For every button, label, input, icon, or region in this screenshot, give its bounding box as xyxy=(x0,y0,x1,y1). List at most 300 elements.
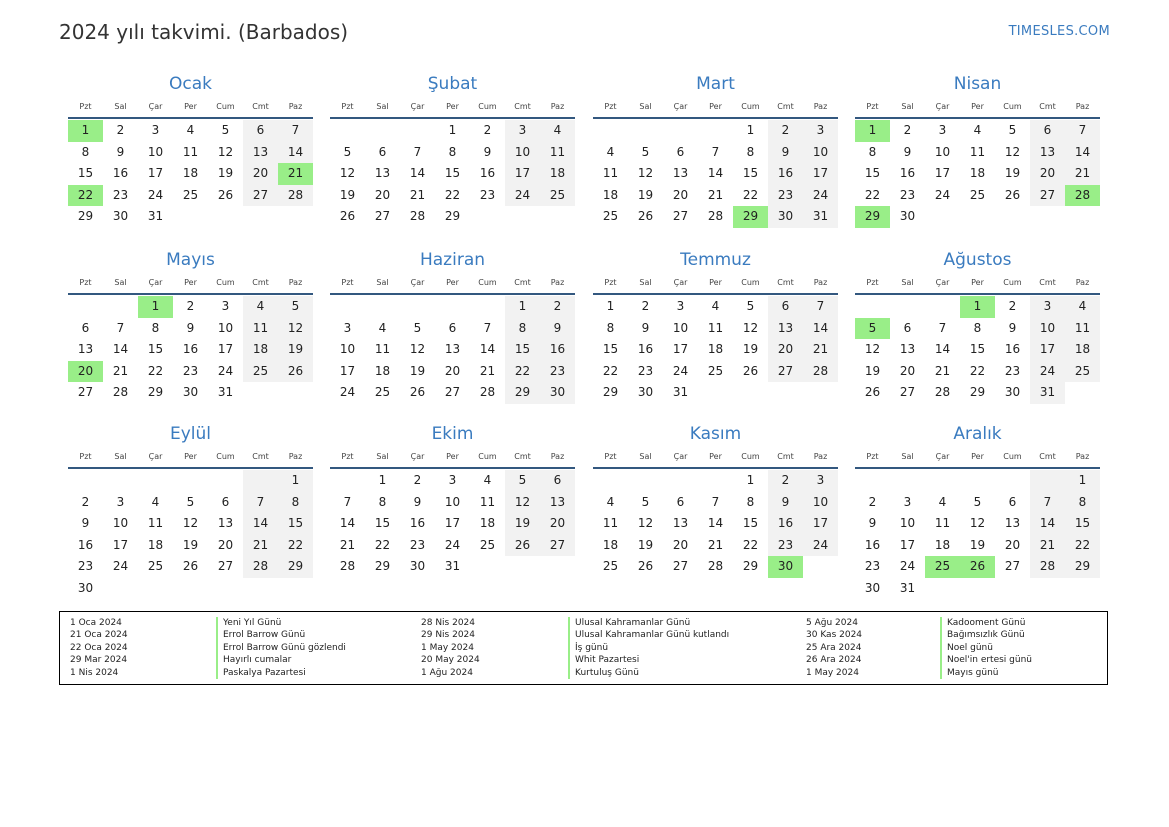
month-calendar xyxy=(855,73,1100,228)
day-cell: 9 xyxy=(868,516,877,531)
day-cell: 26 xyxy=(742,363,759,378)
day-cell: 25 xyxy=(540,185,575,207)
day-cell: 18 xyxy=(479,516,496,531)
day-cell: 6 xyxy=(903,320,912,335)
holiday-day-cell: 1 xyxy=(138,296,173,318)
weekday-label: Per xyxy=(184,102,197,111)
day-cell: 20 xyxy=(243,163,278,185)
month-name: Mayıs xyxy=(166,250,215,270)
day-cell: 20 xyxy=(768,339,803,361)
day-cell: 14 xyxy=(707,166,724,181)
day-cell: 15 xyxy=(742,166,759,181)
day-cell: 25 xyxy=(182,187,199,202)
legend-date: 1 Ağu 2024 xyxy=(421,667,473,678)
weekday-header xyxy=(68,99,313,115)
day-cell: 10 xyxy=(339,342,356,357)
day-cell: 15 xyxy=(147,342,164,357)
month-name: Kasım xyxy=(689,424,742,444)
weekday-label: Sal xyxy=(114,278,127,287)
day-cell: 21 xyxy=(934,363,951,378)
day-cell: 1 xyxy=(505,296,540,318)
day-cell: 30 xyxy=(637,385,654,400)
weekday-label: Paz xyxy=(550,278,565,287)
month-name: Haziran xyxy=(419,250,486,270)
day-cell: 14 xyxy=(278,142,313,164)
weekday-label: Paz xyxy=(550,452,565,461)
day-cell: 4 xyxy=(606,494,615,509)
day-cell: 24 xyxy=(217,363,234,378)
day-cell: 25 xyxy=(969,187,986,202)
holiday-day-cell: 1 xyxy=(855,120,890,142)
day-cell: 4 xyxy=(973,123,982,137)
day-cell: 19 xyxy=(1004,166,1021,181)
empty-day-cell xyxy=(960,470,995,492)
day-cell: 3 xyxy=(343,320,352,335)
day-grid xyxy=(593,120,838,228)
day-cell: 16 xyxy=(637,342,654,357)
weekday-label: Cum xyxy=(1003,102,1022,111)
month-calendar xyxy=(68,73,313,228)
day-cell: 3 xyxy=(116,494,125,509)
day-cell: 2 xyxy=(186,299,195,313)
empty-day-cell xyxy=(698,120,733,142)
day-cell: 5 xyxy=(343,144,352,159)
weekday-header xyxy=(855,449,1100,465)
empty-day-cell xyxy=(365,120,400,142)
day-cell: 28 xyxy=(339,559,356,574)
day-cell: 25 xyxy=(602,209,619,224)
day-cell: 5 xyxy=(278,296,313,318)
legend-dates-3 xyxy=(806,617,940,684)
day-cell: 15 xyxy=(505,339,540,361)
weekday-label: Cum xyxy=(216,452,235,461)
weekday-label: Çar xyxy=(673,278,688,287)
day-cell: 13 xyxy=(243,142,278,164)
month-name: Ocak xyxy=(169,74,212,94)
weekday-label: Paz xyxy=(813,102,828,111)
day-cell: 8 xyxy=(973,320,982,335)
weekday-header xyxy=(330,449,575,465)
day-cell: 3 xyxy=(221,299,230,313)
weekday-label: Per xyxy=(971,102,984,111)
day-cell: 4 xyxy=(378,320,387,335)
day-cell: 18 xyxy=(1065,339,1100,361)
day-cell: 10 xyxy=(803,142,838,164)
empty-day-cell xyxy=(890,296,925,318)
day-cell: 13 xyxy=(1030,142,1065,164)
weekday-label: Cum xyxy=(1003,278,1022,287)
empty-day-cell xyxy=(890,470,925,492)
weekday-label: Per xyxy=(446,278,459,287)
day-cell: 15 xyxy=(374,516,391,531)
weekday-label: Cmt xyxy=(514,452,531,461)
weekday-header xyxy=(855,99,1100,115)
weekday-label: Pzt xyxy=(79,278,92,287)
day-cell: 20 xyxy=(444,363,461,378)
day-cell: 22 xyxy=(147,363,164,378)
weekday-label: Çar xyxy=(673,102,688,111)
empty-day-cell xyxy=(138,470,173,492)
weekday-label: Per xyxy=(709,102,722,111)
legend-date: 22 Oca 2024 xyxy=(70,642,128,653)
weekday-label: Per xyxy=(446,452,459,461)
day-cell: 27 xyxy=(243,185,278,207)
holiday-day-cell: 26 xyxy=(960,556,995,578)
day-cell: 6 xyxy=(1008,494,1017,509)
weekday-label: Per xyxy=(971,452,984,461)
header-divider xyxy=(593,117,838,119)
day-cell: 29 xyxy=(374,559,391,574)
day-cell: 6 xyxy=(1030,120,1065,142)
day-cell: 25 xyxy=(707,363,724,378)
day-cell: 9 xyxy=(483,144,492,159)
day-cell: 10 xyxy=(147,144,164,159)
day-cell: 8 xyxy=(151,320,160,335)
weekday-label: Çar xyxy=(935,452,950,461)
day-cell: 2 xyxy=(81,494,90,509)
legend-holiday-name: Noel günü xyxy=(940,642,1115,654)
empty-day-cell xyxy=(435,296,470,318)
day-cell: 26 xyxy=(1004,187,1021,202)
day-cell: 7 xyxy=(938,320,947,335)
weekday-label: Cmt xyxy=(514,278,531,287)
day-cell: 31 xyxy=(147,209,164,224)
day-cell: 29 xyxy=(1065,556,1100,578)
day-cell: 15 xyxy=(969,342,986,357)
day-cell: 10 xyxy=(444,494,461,509)
day-cell: 5 xyxy=(973,494,982,509)
day-grid xyxy=(330,296,575,404)
day-cell: 13 xyxy=(444,342,461,357)
day-cell: 10 xyxy=(934,144,951,159)
weekday-label: Çar xyxy=(148,102,163,111)
day-cell: 24 xyxy=(672,363,689,378)
empty-day-cell xyxy=(103,470,138,492)
day-cell: 17 xyxy=(803,513,838,535)
day-cell: 10 xyxy=(1030,318,1065,340)
day-cell: 21 xyxy=(243,535,278,557)
day-cell: 13 xyxy=(672,166,689,181)
day-cell: 28 xyxy=(803,361,838,383)
day-grid xyxy=(330,470,575,578)
weekday-header xyxy=(330,275,575,291)
day-cell: 19 xyxy=(637,187,654,202)
day-cell: 1 xyxy=(448,123,457,137)
day-cell: 21 xyxy=(1030,535,1065,557)
day-cell: 22 xyxy=(505,361,540,383)
weekday-label: Paz xyxy=(813,278,828,287)
day-cell: 12 xyxy=(182,516,199,531)
month-calendar xyxy=(855,423,1100,600)
day-cell: 7 xyxy=(483,320,492,335)
legend-holiday-name: Kurtuluş Günü xyxy=(568,667,806,679)
holiday-day-cell: 20 xyxy=(68,361,103,383)
month-name: Mart xyxy=(696,74,735,94)
legend-date: 1 May 2024 xyxy=(421,642,474,653)
day-cell: 1 xyxy=(746,123,755,137)
day-cell: 1 xyxy=(1065,470,1100,492)
day-cell: 28 xyxy=(112,385,129,400)
day-cell: 23 xyxy=(409,537,426,552)
day-cell: 17 xyxy=(217,342,234,357)
day-cell: 26 xyxy=(217,187,234,202)
day-cell: 2 xyxy=(116,123,125,137)
day-cell: 13 xyxy=(540,492,575,514)
day-cell: 11 xyxy=(1065,318,1100,340)
day-cell: 10 xyxy=(505,142,540,164)
weekday-label: Cum xyxy=(741,278,760,287)
legend-holiday-name: Errol Barrow Günü gözlendi xyxy=(216,642,421,654)
day-cell: 29 xyxy=(278,556,313,578)
day-cell: 9 xyxy=(413,494,422,509)
day-cell: 8 xyxy=(746,144,755,159)
day-cell: 24 xyxy=(934,187,951,202)
weekday-label: Sal xyxy=(114,102,127,111)
weekday-label: Çar xyxy=(935,278,950,287)
legend-dates-1 xyxy=(70,617,216,684)
day-cell: 20 xyxy=(899,363,916,378)
day-cell: 1 xyxy=(278,470,313,492)
weekday-header xyxy=(330,99,575,115)
weekday-label: Paz xyxy=(1075,278,1090,287)
month-calendar xyxy=(68,249,313,404)
day-cell: 27 xyxy=(899,385,916,400)
day-cell: 11 xyxy=(707,320,724,335)
day-cell: 13 xyxy=(672,516,689,531)
weekday-label: Pzt xyxy=(341,452,354,461)
day-cell: 2 xyxy=(868,494,877,509)
header-divider xyxy=(855,117,1100,119)
weekday-label: Sal xyxy=(114,452,127,461)
weekday-label: Cum xyxy=(478,102,497,111)
weekday-label: Per xyxy=(709,452,722,461)
day-cell: 19 xyxy=(742,342,759,357)
day-cell: 31 xyxy=(803,206,838,228)
legend-dates-2 xyxy=(421,617,568,684)
day-cell: 21 xyxy=(1065,163,1100,185)
day-cell: 5 xyxy=(413,320,422,335)
day-cell: 14 xyxy=(1030,513,1065,535)
day-cell: 29 xyxy=(602,385,619,400)
empty-day-cell xyxy=(628,120,663,142)
day-cell: 5 xyxy=(641,494,650,509)
day-cell: 9 xyxy=(768,492,803,514)
holiday-legend xyxy=(59,611,1108,685)
day-cell: 17 xyxy=(1030,339,1065,361)
day-cell: 19 xyxy=(637,537,654,552)
day-cell: 4 xyxy=(243,296,278,318)
legend-names-2 xyxy=(568,617,806,684)
legend-date: 25 Ara 2024 xyxy=(806,642,862,653)
legend-holiday-name: Paskalya Pazartesi xyxy=(216,667,421,679)
day-cell: 21 xyxy=(479,363,496,378)
day-cell: 6 xyxy=(540,470,575,492)
day-cell: 10 xyxy=(672,320,689,335)
day-cell: 30 xyxy=(112,209,129,224)
day-cell: 20 xyxy=(1004,537,1021,552)
day-cell: 5 xyxy=(505,470,540,492)
day-cell: 24 xyxy=(339,385,356,400)
empty-day-cell xyxy=(995,470,1030,492)
legend-names-3 xyxy=(940,617,1115,684)
weekday-label: Sal xyxy=(376,452,389,461)
weekday-label: Per xyxy=(709,278,722,287)
day-cell: 30 xyxy=(409,559,426,574)
day-cell: 21 xyxy=(707,187,724,202)
day-cell: 6 xyxy=(768,296,803,318)
month-calendar xyxy=(593,423,838,578)
legend-date: 20 May 2024 xyxy=(421,655,480,666)
legend-date: 1 Nis 2024 xyxy=(70,667,119,678)
day-cell: 6 xyxy=(378,144,387,159)
day-cell: 9 xyxy=(641,320,650,335)
day-cell: 17 xyxy=(934,166,951,181)
day-cell: 11 xyxy=(479,494,496,509)
day-cell: 28 xyxy=(278,185,313,207)
holiday-day-cell: 25 xyxy=(925,556,960,578)
day-cell: 2 xyxy=(768,120,803,142)
weekday-label: Pzt xyxy=(604,452,617,461)
weekday-header xyxy=(68,275,313,291)
month-calendar xyxy=(330,249,575,404)
day-cell: 13 xyxy=(1004,516,1021,531)
day-cell: 11 xyxy=(374,342,391,357)
empty-day-cell xyxy=(698,470,733,492)
empty-day-cell xyxy=(208,470,243,492)
legend-holiday-name: Noel'in ertesi günü xyxy=(940,654,1115,666)
day-cell: 12 xyxy=(742,320,759,335)
weekday-label: Cmt xyxy=(252,278,269,287)
day-cell: 10 xyxy=(217,320,234,335)
day-cell: 17 xyxy=(444,516,461,531)
day-cell: 27 xyxy=(1004,559,1021,574)
day-cell: 18 xyxy=(243,339,278,361)
holiday-day-cell: 22 xyxy=(68,185,103,207)
weekday-label: Paz xyxy=(1075,102,1090,111)
holiday-day-cell: 28 xyxy=(1065,185,1100,207)
header-divider xyxy=(330,293,575,295)
day-cell: 5 xyxy=(1008,123,1017,137)
day-cell: 18 xyxy=(969,166,986,181)
day-cell: 12 xyxy=(1004,144,1021,159)
day-cell: 29 xyxy=(147,385,164,400)
weekday-label: Cum xyxy=(1003,452,1022,461)
day-cell: 6 xyxy=(676,144,685,159)
day-cell: 23 xyxy=(1004,363,1021,378)
legend-holiday-name: Ulusal Kahramanlar Günü kutlandı xyxy=(568,629,806,641)
day-cell: 19 xyxy=(505,513,540,535)
day-cell: 15 xyxy=(1065,513,1100,535)
day-cell: 30 xyxy=(182,385,199,400)
day-cell: 24 xyxy=(112,559,129,574)
site-link[interactable]: TIMESLES.COM xyxy=(1008,24,1110,39)
day-cell: 8 xyxy=(868,144,877,159)
day-cell: 25 xyxy=(1065,361,1100,383)
weekday-label: Cum xyxy=(741,452,760,461)
day-cell: 31 xyxy=(672,385,689,400)
day-cell: 15 xyxy=(444,166,461,181)
weekday-label: Cum xyxy=(216,278,235,287)
day-cell: 29 xyxy=(77,209,94,224)
weekday-label: Sal xyxy=(901,278,914,287)
day-cell: 27 xyxy=(768,361,803,383)
day-cell: 18 xyxy=(182,166,199,181)
day-cell: 13 xyxy=(77,342,94,357)
legend-holiday-name: Hayırlı cumalar xyxy=(216,654,421,666)
weekday-label: Çar xyxy=(410,102,425,111)
day-cell: 13 xyxy=(899,342,916,357)
day-cell: 22 xyxy=(742,187,759,202)
empty-day-cell xyxy=(593,120,628,142)
day-cell: 5 xyxy=(746,299,755,313)
day-cell: 4 xyxy=(540,120,575,142)
weekday-label: Sal xyxy=(639,278,652,287)
day-cell: 6 xyxy=(221,494,230,509)
day-cell: 1 xyxy=(378,473,387,487)
header-divider xyxy=(330,117,575,119)
day-cell: 3 xyxy=(903,494,912,509)
day-cell: 7 xyxy=(1030,492,1065,514)
day-grid xyxy=(593,296,838,404)
day-cell: 30 xyxy=(540,382,575,404)
day-cell: 24 xyxy=(803,185,838,207)
day-cell: 22 xyxy=(1065,535,1100,557)
day-cell: 11 xyxy=(182,144,199,159)
day-cell: 30 xyxy=(1004,385,1021,400)
day-cell: 25 xyxy=(479,537,496,552)
holiday-day-cell: 21 xyxy=(278,163,313,185)
weekday-label: Cmt xyxy=(252,102,269,111)
day-cell: 14 xyxy=(707,516,724,531)
legend-holiday-name: Ulusal Kahramanlar Günü xyxy=(568,617,806,629)
day-cell: 12 xyxy=(339,166,356,181)
day-cell: 3 xyxy=(505,120,540,142)
day-grid xyxy=(330,120,575,228)
day-cell: 27 xyxy=(540,535,575,557)
weekday-label: Çar xyxy=(148,452,163,461)
empty-day-cell xyxy=(103,296,138,318)
weekday-label: Pzt xyxy=(79,102,92,111)
empty-day-cell xyxy=(330,470,365,492)
day-cell: 29 xyxy=(505,382,540,404)
day-cell: 23 xyxy=(479,187,496,202)
day-cell: 23 xyxy=(77,559,94,574)
day-cell: 5 xyxy=(221,123,230,137)
weekday-label: Pzt xyxy=(604,278,617,287)
month-name: Temmuz xyxy=(680,250,751,270)
holiday-day-cell: 1 xyxy=(960,296,995,318)
day-grid xyxy=(855,470,1100,600)
legend-holiday-name: Whit Pazartesi xyxy=(568,654,806,666)
day-cell: 19 xyxy=(864,363,881,378)
day-cell: 27 xyxy=(217,559,234,574)
day-cell: 4 xyxy=(1065,296,1100,318)
day-grid xyxy=(68,120,313,228)
day-cell: 18 xyxy=(934,537,951,552)
weekday-label: Cum xyxy=(741,102,760,111)
day-cell: 24 xyxy=(147,187,164,202)
day-cell: 8 xyxy=(746,494,755,509)
day-cell: 27 xyxy=(672,559,689,574)
weekday-header xyxy=(593,275,838,291)
day-cell: 27 xyxy=(672,209,689,224)
day-cell: 28 xyxy=(707,209,724,224)
day-cell: 9 xyxy=(768,142,803,164)
day-cell: 27 xyxy=(77,385,94,400)
header-divider xyxy=(68,117,313,119)
day-cell: 26 xyxy=(637,559,654,574)
day-cell: 16 xyxy=(77,537,94,552)
